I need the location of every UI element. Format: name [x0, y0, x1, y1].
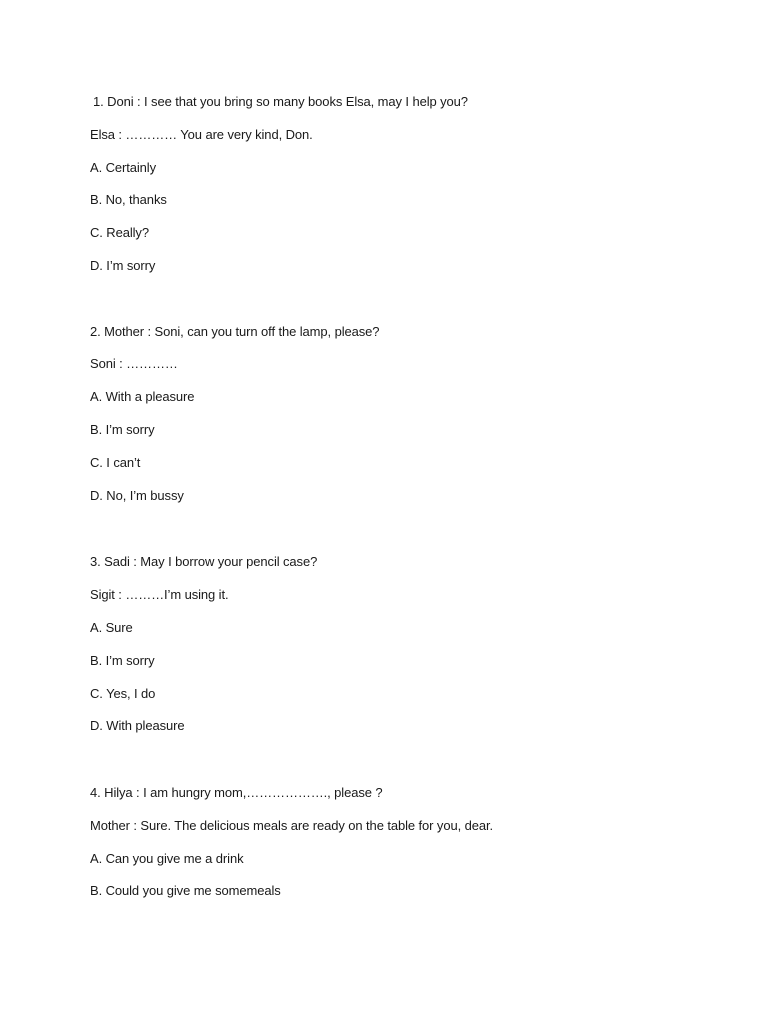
question-2-option-c: C. I can’t: [90, 455, 141, 470]
question-3-option-c: C. Yes, I do: [90, 686, 156, 701]
question-2-response: Soni : …………: [90, 356, 178, 371]
question-2-prompt: 2. Mother : Soni, can you turn off the lamp, please?: [90, 324, 380, 339]
question-1-prompt: 1. Doni : I see that you bring so many books Elsa, may I help you?: [93, 94, 468, 109]
question-2-option-d: D. No, I’m bussy: [90, 488, 184, 503]
question-2-option-a: A. With a pleasure: [90, 389, 195, 404]
question-3-prompt: 3. Sadi : May I borrow your pencil case?: [90, 554, 318, 569]
question-1-option-d: D. I’m sorry: [90, 258, 156, 273]
question-1-response: Elsa : ………… You are very kind, Don.: [90, 127, 313, 142]
question-3-option-a: A. Sure: [90, 620, 133, 635]
question-1-option-c: C. Really?: [90, 225, 149, 240]
question-2-option-b: B. I’m sorry: [90, 422, 155, 437]
question-3-option-b: B. I’m sorry: [90, 653, 155, 668]
question-1-option-a: A. Certainly: [90, 160, 156, 175]
question-3-option-d: D. With pleasure: [90, 718, 185, 733]
question-4-prompt: 4. Hilya : I am hungry mom,………………., please ?: [90, 785, 383, 800]
question-1-option-b: B. No, thanks: [90, 192, 167, 207]
question-4-response: Mother : Sure. The delicious meals are ready on the table for you, dear.: [90, 818, 494, 833]
question-4-option-b: B. Could you give me somemeals: [90, 883, 281, 898]
question-3-response: Sigit : ………I’m using it.: [90, 587, 229, 602]
question-4-option-a: A. Can you give me a drink: [90, 851, 244, 866]
